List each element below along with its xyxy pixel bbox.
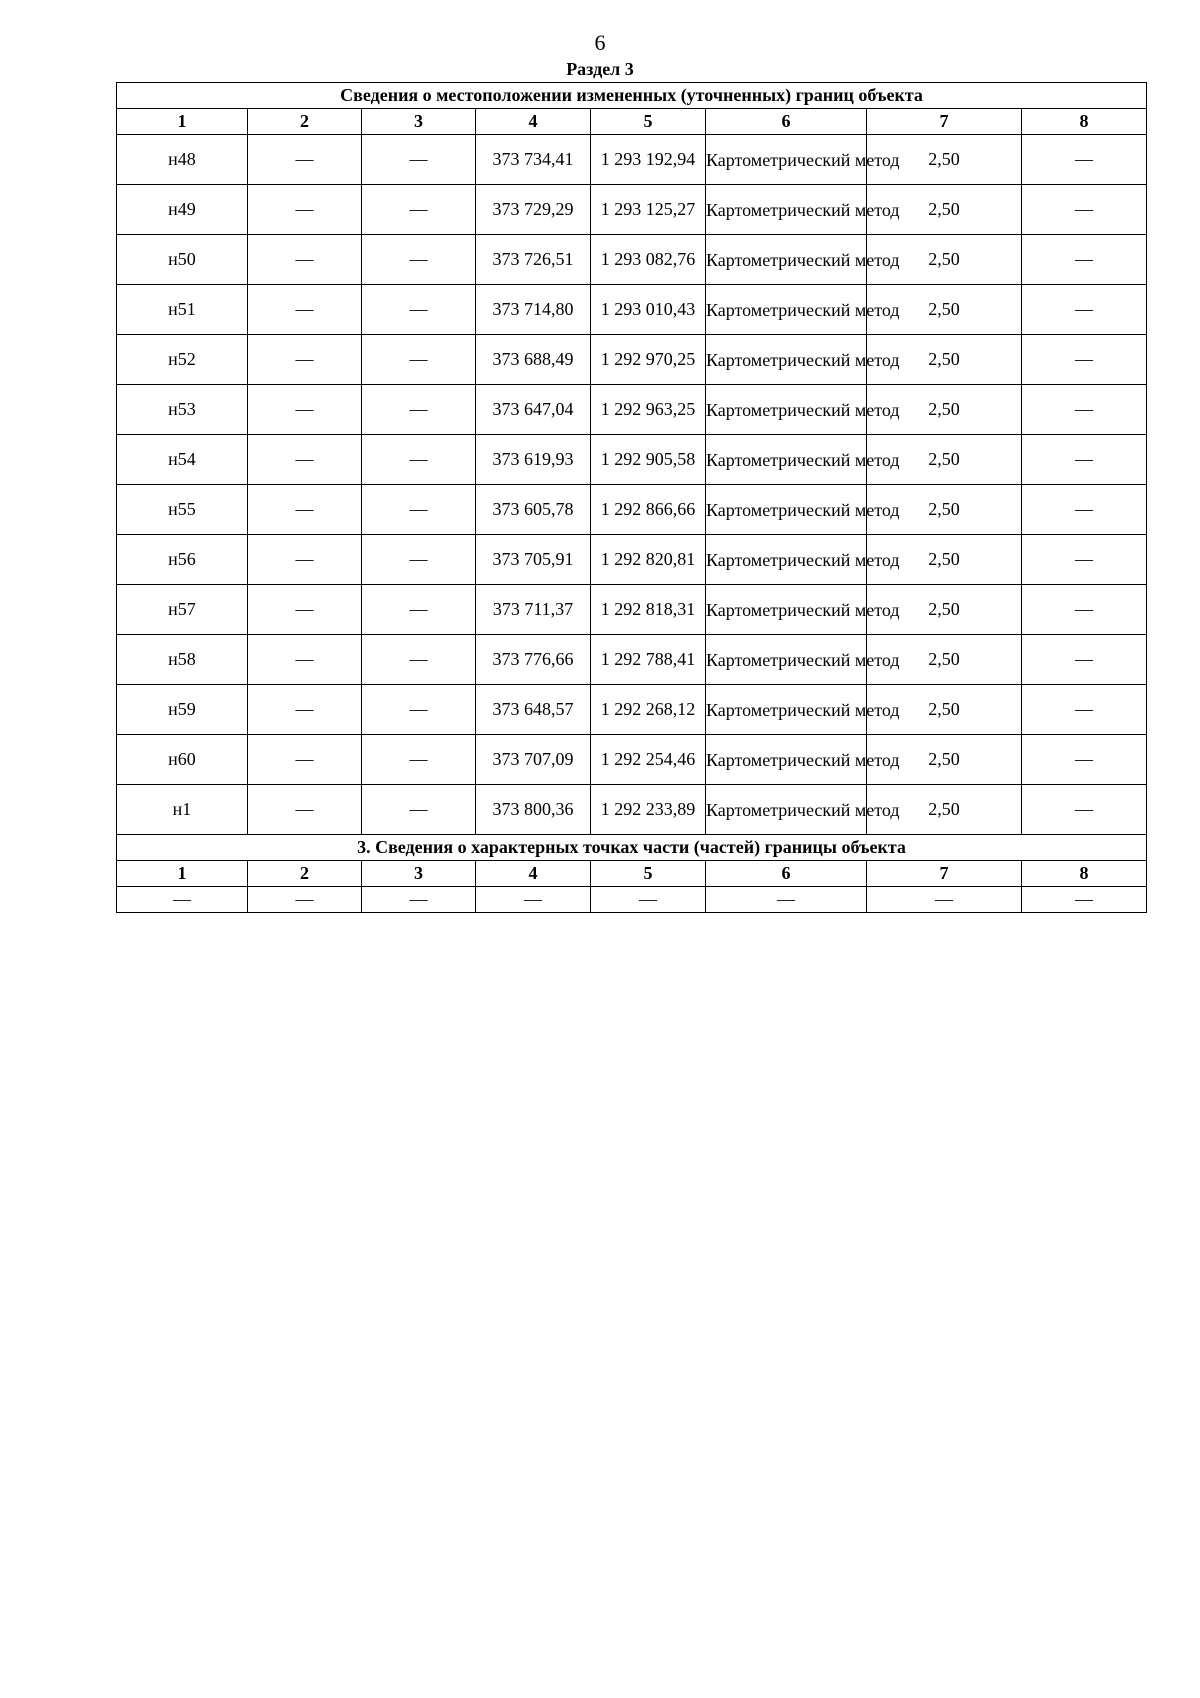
method-cell: Картометрический метод xyxy=(706,785,867,835)
y-coordinate-cell: 1 293 125,27 xyxy=(591,185,706,235)
table-row xyxy=(117,435,1147,485)
point-cell: н60 xyxy=(117,735,248,785)
y-coordinate-cell: 1 293 010,43 xyxy=(591,285,706,335)
column-number: 6 xyxy=(706,861,867,887)
accuracy-cell: 2,50 xyxy=(867,185,1022,235)
column-number: 4 xyxy=(476,109,591,135)
table-row xyxy=(117,285,1147,335)
table-row xyxy=(117,485,1147,535)
point-cell: н59 xyxy=(117,685,248,735)
point-cell: н49 xyxy=(117,185,248,235)
subsection-column-number-row xyxy=(117,861,1147,887)
y-coordinate-cell: 1 292 233,89 xyxy=(591,785,706,835)
point-cell: н54 xyxy=(117,435,248,485)
dash-cell: — xyxy=(362,635,476,685)
accuracy-cell: 2,50 xyxy=(867,685,1022,735)
x-coordinate-cell: 373 800,36 xyxy=(476,785,591,835)
accuracy-cell: 2,50 xyxy=(867,635,1022,685)
empty-cell: — xyxy=(476,887,591,913)
dash-cell: — xyxy=(1022,235,1147,285)
dash-cell: — xyxy=(248,185,362,235)
dash-cell: — xyxy=(1022,785,1147,835)
column-number: 3 xyxy=(362,109,476,135)
dash-cell: — xyxy=(1022,485,1147,535)
point-cell: н58 xyxy=(117,635,248,685)
dash-cell: — xyxy=(362,785,476,835)
y-coordinate-cell: 1 293 082,76 xyxy=(591,235,706,285)
x-coordinate-cell: 373 688,49 xyxy=(476,335,591,385)
dash-cell: — xyxy=(248,585,362,635)
dash-cell: — xyxy=(248,535,362,585)
column-number: 7 xyxy=(867,109,1022,135)
y-coordinate-cell: 1 292 788,41 xyxy=(591,635,706,685)
x-coordinate-cell: 373 619,93 xyxy=(476,435,591,485)
point-cell: н50 xyxy=(117,235,248,285)
dash-cell: — xyxy=(248,285,362,335)
method-cell: Картометрический метод xyxy=(706,435,867,485)
dash-cell: — xyxy=(362,335,476,385)
x-coordinate-cell: 373 714,80 xyxy=(476,285,591,335)
x-coordinate-cell: 373 705,91 xyxy=(476,535,591,585)
table-row xyxy=(117,735,1147,785)
point-cell: н55 xyxy=(117,485,248,535)
x-coordinate-cell: 373 726,51 xyxy=(476,235,591,285)
accuracy-cell: 2,50 xyxy=(867,485,1022,535)
table-heading-row xyxy=(117,83,1147,109)
empty-cell: — xyxy=(591,887,706,913)
column-number: 5 xyxy=(591,109,706,135)
x-coordinate-cell: 373 711,37 xyxy=(476,585,591,635)
dash-cell: — xyxy=(362,535,476,585)
y-coordinate-cell: 1 292 268,12 xyxy=(591,685,706,735)
y-coordinate-cell: 1 292 254,46 xyxy=(591,735,706,785)
dash-cell: — xyxy=(1022,435,1147,485)
accuracy-cell: 2,50 xyxy=(867,735,1022,785)
x-coordinate-cell: 373 776,66 xyxy=(476,635,591,685)
dash-cell: — xyxy=(1022,135,1147,185)
dash-cell: — xyxy=(362,385,476,435)
x-coordinate-cell: 373 605,78 xyxy=(476,485,591,535)
accuracy-cell: 2,50 xyxy=(867,335,1022,385)
x-coordinate-cell: 373 647,04 xyxy=(476,385,591,435)
dash-cell: — xyxy=(362,135,476,185)
empty-cell: — xyxy=(867,887,1022,913)
y-coordinate-cell: 1 292 905,58 xyxy=(591,435,706,485)
y-coordinate-cell: 1 292 970,25 xyxy=(591,335,706,385)
column-number: 2 xyxy=(248,109,362,135)
y-coordinate-cell: 1 292 818,31 xyxy=(591,585,706,635)
subsection-heading: 3. Сведения о характерных точках части (частей) границы объекта xyxy=(117,835,1147,861)
dash-cell: — xyxy=(248,435,362,485)
column-number: 6 xyxy=(706,109,867,135)
column-number: 1 xyxy=(117,861,248,887)
table-row xyxy=(117,585,1147,635)
dash-cell: — xyxy=(248,735,362,785)
accuracy-cell: 2,50 xyxy=(867,135,1022,185)
method-cell: Картометрический метод xyxy=(706,235,867,285)
accuracy-cell: 2,50 xyxy=(867,385,1022,435)
column-number: 4 xyxy=(476,861,591,887)
dash-cell: — xyxy=(362,235,476,285)
dash-cell: — xyxy=(1022,385,1147,435)
dash-cell: — xyxy=(362,735,476,785)
dash-cell: — xyxy=(1022,285,1147,335)
accuracy-cell: 2,50 xyxy=(867,785,1022,835)
empty-cell: — xyxy=(362,887,476,913)
point-cell: н52 xyxy=(117,335,248,385)
subsection-empty-row xyxy=(117,887,1147,913)
column-number: 1 xyxy=(117,109,248,135)
column-number: 7 xyxy=(867,861,1022,887)
dash-cell: — xyxy=(1022,635,1147,685)
column-number: 5 xyxy=(591,861,706,887)
column-number-row xyxy=(117,109,1147,135)
dash-cell: — xyxy=(248,635,362,685)
method-cell: Картометрический метод xyxy=(706,585,867,635)
dash-cell: — xyxy=(1022,685,1147,735)
y-coordinate-cell: 1 292 820,81 xyxy=(591,535,706,585)
method-cell: Картометрический метод xyxy=(706,535,867,585)
dash-cell: — xyxy=(1022,335,1147,385)
method-cell: Картометрический метод xyxy=(706,185,867,235)
table-row xyxy=(117,685,1147,735)
table-heading: Сведения о местоположении измененных (уточненных) границ объекта xyxy=(117,83,1147,109)
y-coordinate-cell: 1 292 866,66 xyxy=(591,485,706,535)
dash-cell: — xyxy=(248,785,362,835)
point-cell: н56 xyxy=(117,535,248,585)
dash-cell: — xyxy=(248,685,362,735)
point-cell: н51 xyxy=(117,285,248,335)
column-number: 2 xyxy=(248,861,362,887)
x-coordinate-cell: 373 734,41 xyxy=(476,135,591,185)
table-body xyxy=(117,83,1147,913)
accuracy-cell: 2,50 xyxy=(867,435,1022,485)
method-cell: Картометрический метод xyxy=(706,735,867,785)
section-title: Раздел 3 xyxy=(566,59,634,79)
empty-cell: — xyxy=(706,887,867,913)
method-cell: Картометрический метод xyxy=(706,335,867,385)
point-cell: н48 xyxy=(117,135,248,185)
dash-cell: — xyxy=(362,185,476,235)
column-number: 8 xyxy=(1022,109,1147,135)
dash-cell: — xyxy=(248,135,362,185)
empty-cell: — xyxy=(117,887,248,913)
dash-cell: — xyxy=(362,435,476,485)
dash-cell: — xyxy=(248,385,362,435)
table-row xyxy=(117,135,1147,185)
x-coordinate-cell: 373 729,29 xyxy=(476,185,591,235)
dash-cell: — xyxy=(1022,735,1147,785)
dash-cell: — xyxy=(362,485,476,535)
y-coordinate-cell: 1 293 192,94 xyxy=(591,135,706,185)
accuracy-cell: 2,50 xyxy=(867,535,1022,585)
table-row xyxy=(117,385,1147,435)
dash-cell: — xyxy=(362,685,476,735)
dash-cell: — xyxy=(248,485,362,535)
y-coordinate-cell: 1 292 963,25 xyxy=(591,385,706,435)
point-cell: н57 xyxy=(117,585,248,635)
method-cell: Картометрический метод xyxy=(706,135,867,185)
empty-cell: — xyxy=(248,887,362,913)
table-row xyxy=(117,235,1147,285)
dash-cell: — xyxy=(1022,185,1147,235)
accuracy-cell: 2,50 xyxy=(867,285,1022,335)
x-coordinate-cell: 373 707,09 xyxy=(476,735,591,785)
dash-cell: — xyxy=(248,335,362,385)
method-cell: Картометрический метод xyxy=(706,685,867,735)
page-number: 6 xyxy=(594,30,606,55)
accuracy-cell: 2,50 xyxy=(867,235,1022,285)
method-cell: Картометрический метод xyxy=(706,285,867,335)
column-number: 3 xyxy=(362,861,476,887)
point-cell: н53 xyxy=(117,385,248,435)
x-coordinate-cell: 373 648,57 xyxy=(476,685,591,735)
dash-cell: — xyxy=(362,285,476,335)
table-row xyxy=(117,185,1147,235)
column-number: 8 xyxy=(1022,861,1147,887)
table-row xyxy=(117,785,1147,835)
subsection-heading-row xyxy=(117,835,1147,861)
table-row xyxy=(117,335,1147,385)
point-cell: н1 xyxy=(117,785,248,835)
table-row xyxy=(117,535,1147,585)
dash-cell: — xyxy=(248,235,362,285)
dash-cell: — xyxy=(1022,535,1147,585)
empty-cell: — xyxy=(1022,887,1147,913)
table-row xyxy=(117,635,1147,685)
accuracy-cell: 2,50 xyxy=(867,585,1022,635)
method-cell: Картометрический метод xyxy=(706,385,867,435)
method-cell: Картометрический метод xyxy=(706,485,867,535)
dash-cell: — xyxy=(1022,585,1147,635)
method-cell: Картометрический метод xyxy=(706,635,867,685)
dash-cell: — xyxy=(362,585,476,635)
boundary-table xyxy=(116,82,1147,913)
